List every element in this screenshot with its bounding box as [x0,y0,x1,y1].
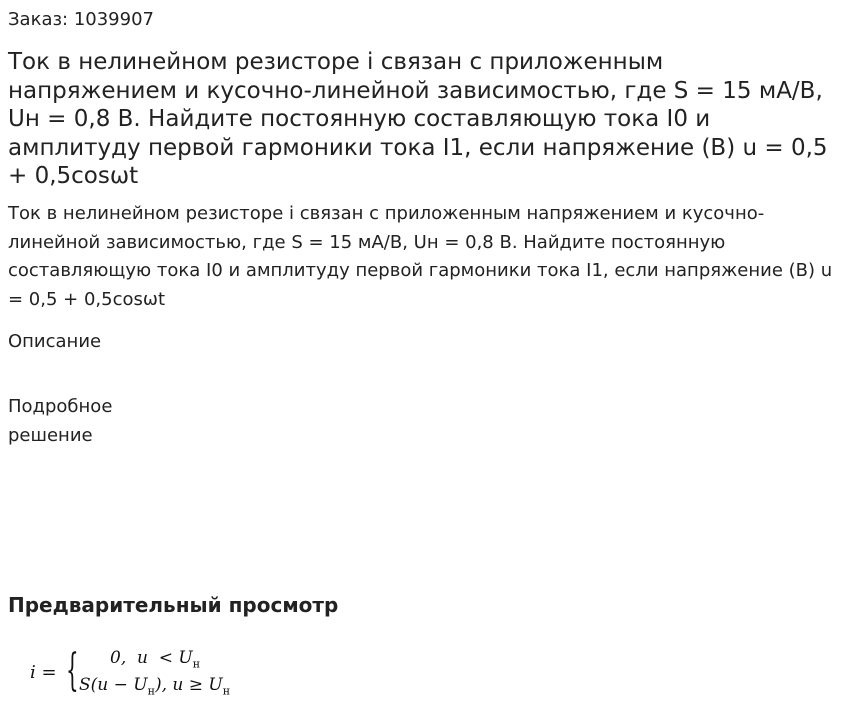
task-description: Ток в нелинейном резисторе i связан с приложенным напряжением и кусочно-линейной зависимостью, где S = 15 мА/В, Uн = 0,8 В. Найдите постоянную составляющую тока I0 и амплитуду первой гармоники тока I1, если напряжение (В) u = 0,5 + 0,5cosωt [8,203,833,310]
formula-case-2-subscript-b: н [222,684,231,698]
preview-heading: Предварительный просмотр [8,593,339,617]
detailed-solution-label: Подробное решение [8,396,113,446]
formula-case-1 [110,648,200,670]
formula-case-2-text-a: S(u − U [79,675,148,695]
task-title: Ток в нелинейном резисторе i связан с приложенным напряжением и кусочно-линейной зависимостью, где S = 15 мА/В, Uн = 0,8 В. Найдите постоянную составляющую тока I0 и амплитуду первой гармоники тока I1, если напряжение (В) u = 0,5 + 0,5cosωt [8,49,828,189]
formula-case-2-subscript-a: н [147,684,155,698]
formula-case-1-text: 0, u < U [110,648,193,668]
order-number: Заказ: 1039907 [8,9,154,30]
preview-formula [30,645,290,705]
formula-lhs: i = [30,662,57,683]
description-label: Описание [8,331,102,352]
formula-case-1-subscript: н [192,657,201,671]
formula-brace: { [66,645,79,696]
formula-case-2-text-b: ), u ≥ U [154,675,223,695]
formula-case-2 [79,675,230,697]
